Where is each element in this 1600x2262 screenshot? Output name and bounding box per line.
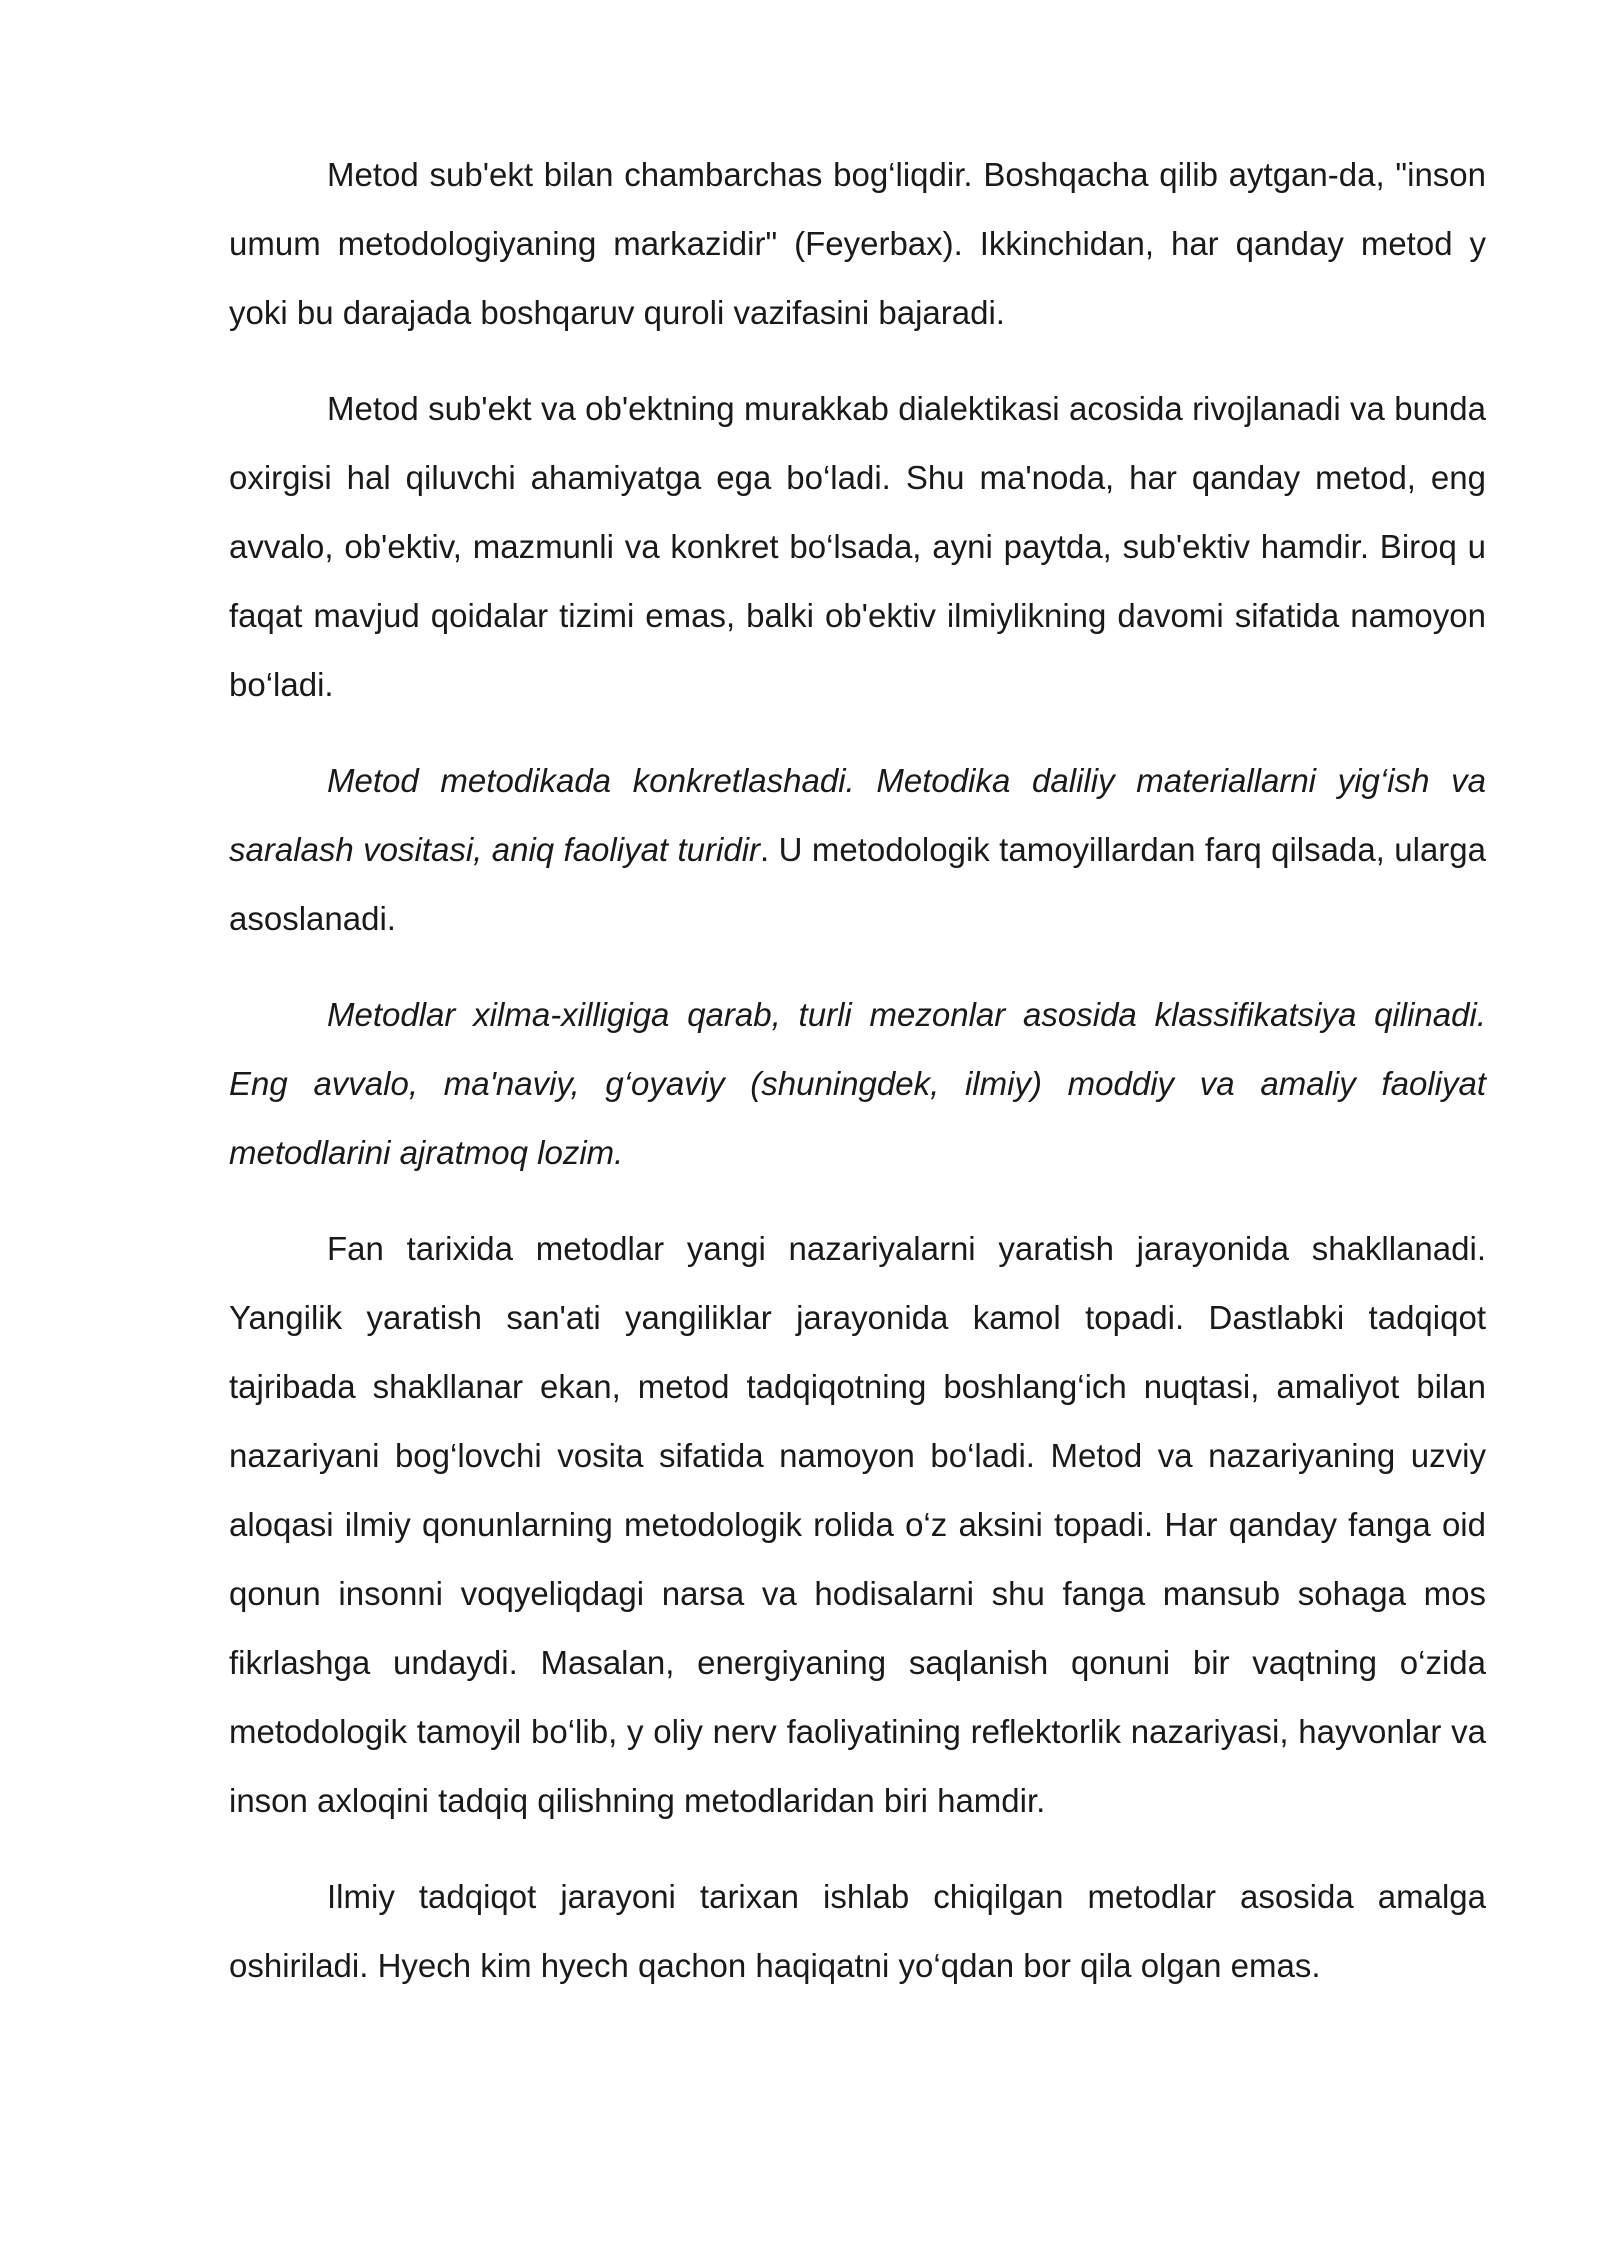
paragraph-2-text: Metod sub'ekt va ob'ektning murakkab dialektikasi acosida rivojlanadi va bunda oxirgisi hal qiluvchi ahamiyatga ega bo‘ladi. Shu ma'noda, har qanday metod, eng avvalo, ob'ektiv, mazmunli va konkret bo‘lsada, ayni paytda, sub'ektiv hamdir. Biroq u faqat mavjud qoidalar tizimi emas, balki ob'ektiv ilmiylikning davomi sifatida namoyon bo‘ladi. — [229, 390, 1486, 703]
paragraph-1 — [229, 140, 1486, 347]
paragraph-3-text: . U metodologik tamoyillardan farq qilsada, ularga asoslanadi. — [229, 831, 1486, 937]
paragraph-6 — [229, 1862, 1486, 2000]
paragraph-1-text: Metod sub'ekt bilan chambarchas bog‘liqdir. Boshqacha qilib aytgan-da, "inson umum metodologiyaning markazidir" (Feyerbax). Ikkinchidan, har qanday metod y yoki bu darajada boshqaruv quroli vazifasini bajaradi. — [229, 156, 1486, 331]
paragraph-5-text: Fan tarixida metodlar yangi nazariyalarni yaratish jarayonida shakllanadi. Yangilik yaratish san'ati yangiliklar jarayonida kamol topadi. Dastlabki tadqiqot tajribada shakllanar ekan, metod tadqiqotning boshlang‘ich nuqtasi, amaliyot bilan nazariyani bog‘lovchi vosita sifatida namoyon bo‘ladi. Metod va nazariyaning uzviy aloqasi ilmiy qonunlarning metodologik rolida o‘z aksini topadi. Har qanday fanga oid qonun insonni voqyeliqdagi narsa va hodisalarni shu fanga mansub sohaga mos fikrlashga undaydi. Masalan, energiyaning saqlanish qonuni bir vaqtning o‘zida metodologik tamoyil bo‘lib, y oliy nerv faoliyatining reflektorlik nazariyasi, hayvonlar va inson axloqini tadqiq qilishning metodlaridan biri hamdir. — [229, 1230, 1486, 1819]
document-page — [229, 140, 1486, 2000]
paragraph-6-text: Ilmiy tadqiqot jarayoni tarixan ishlab chiqilgan metodlar asosida amalga oshiriladi. Hyech kim hyech qachon haqiqatni yo‘qdan bor qila olgan emas. — [229, 1878, 1486, 1984]
paragraph-2 — [229, 374, 1486, 719]
paragraph-4 — [229, 980, 1486, 1187]
paragraph-3 — [229, 746, 1486, 953]
paragraph-4-italic-text: Metodlar xilma-xilligiga qarab, turli mezonlar asosida klassifikatsiya qilinadi. Eng avvalo, ma'naviy, g‘oyaviy (shuningdek, ilmiy) moddiy va amaliy faoliyat metodlarini ajratmoq lozim. — [229, 996, 1486, 1171]
paragraph-3-italic-text: Metod metodikada konkretlashadi. Metodika daliliy materiallarni yig‘ish va saralash vositasi, aniq faoliyat turidir — [229, 762, 1486, 868]
paragraph-5 — [229, 1214, 1486, 1835]
